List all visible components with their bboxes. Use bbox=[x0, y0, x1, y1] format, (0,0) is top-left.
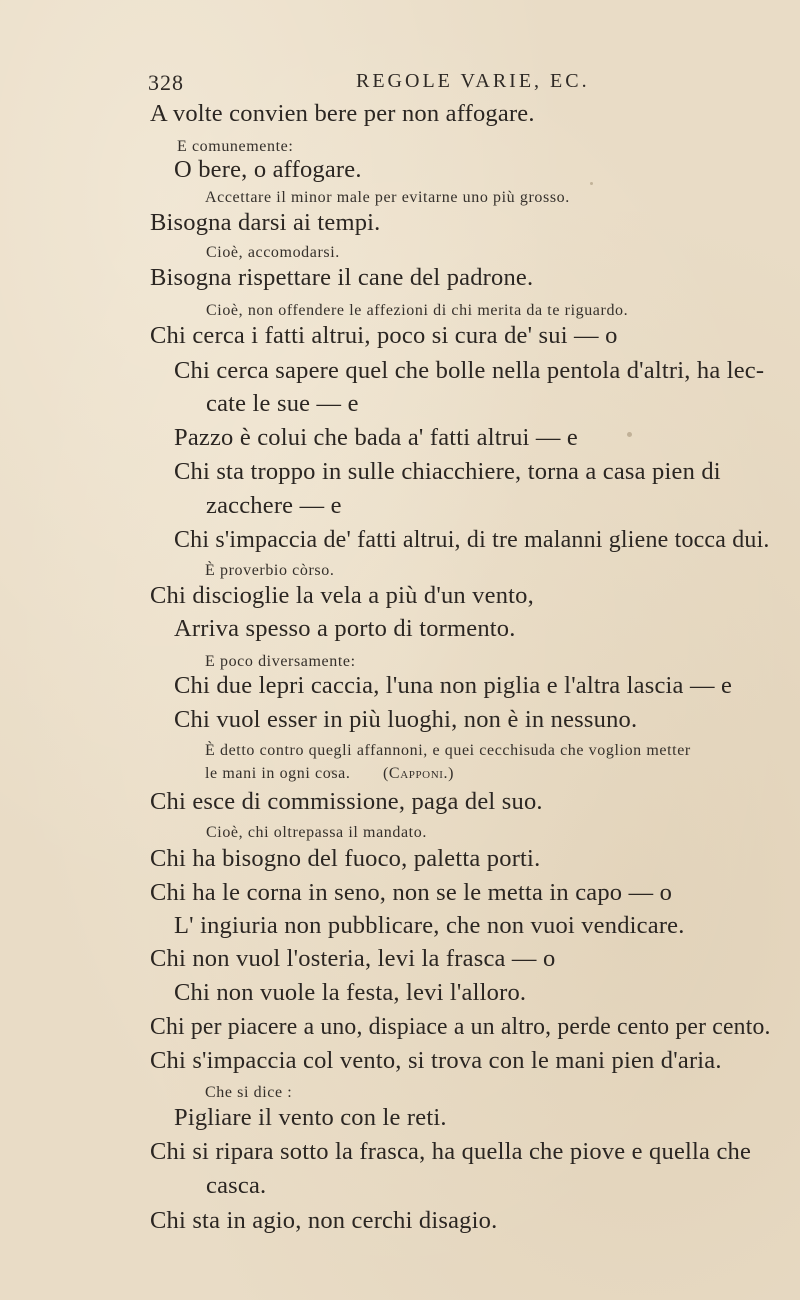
note-line: È detto contro quegli affannoni, e quei cecchisuda che voglion metter bbox=[205, 742, 691, 759]
note-line: Cioè, chi oltrepassa il mandato. bbox=[206, 824, 427, 841]
proverb-line: L' ingiuria non pubblicare, che non vuoi vendicare. bbox=[174, 912, 685, 939]
proverb-line: Chi non vuole la festa, levi l'alloro. bbox=[174, 979, 527, 1006]
proverb-line: casca. bbox=[206, 1172, 267, 1199]
proverb-line: Chi cerca i fatti altrui, poco si cura de' sui — o bbox=[150, 322, 618, 349]
proverb-line: zacchere — e bbox=[206, 492, 342, 519]
proverb-line: Chi discioglie la vela a più d'un vento, bbox=[150, 582, 534, 609]
proverb-line: Chi ha le corna in seno, non se le metta in capo — o bbox=[150, 879, 673, 906]
proverb-line: Chi sta troppo in sulle chiacchiere, torna a casa pien di bbox=[174, 458, 721, 485]
note-line: Cioè, non offendere le affezioni di chi merita da te riguardo. bbox=[206, 302, 629, 319]
note-line: E poco diversamente: bbox=[205, 653, 356, 670]
proverb-line: Chi vuol esser in più luoghi, non è in nessuno. bbox=[174, 706, 638, 733]
note-line: È proverbio còrso. bbox=[205, 562, 335, 579]
paper-speck bbox=[590, 182, 593, 185]
proverb-line: Pigliare il vento con le reti. bbox=[174, 1104, 447, 1131]
note-line: Accettare il minor male per evitarne uno più grosso. bbox=[205, 189, 570, 206]
page-header bbox=[148, 70, 748, 104]
proverb-line: Chi esce di commissione, paga del suo. bbox=[150, 788, 543, 815]
note-line: (Capponi.) bbox=[383, 765, 455, 782]
proverb-line: Pazzo è colui che bada a' fatti altrui — e bbox=[174, 424, 578, 451]
paper-speck bbox=[452, 797, 456, 801]
proverb-line: Arriva spesso a porto di tormento. bbox=[174, 615, 516, 642]
paper-speck bbox=[627, 432, 632, 437]
proverb-line: cate le sue — e bbox=[206, 390, 359, 417]
proverb-line: Chi due lepri caccia, l'una non piglia e l'altra lascia — e bbox=[174, 672, 733, 699]
proverb-line: O bere, o affogare. bbox=[174, 156, 362, 183]
note-line: E comunemente: bbox=[177, 138, 294, 155]
note-line: Cioè, accomodarsi. bbox=[206, 244, 340, 261]
proverb-line: A volte convien bere per non affogare. bbox=[150, 100, 535, 127]
note-line: le mani in ogni cosa. bbox=[205, 765, 351, 782]
page-number: 328 bbox=[148, 70, 184, 95]
proverb-line: Chi s'impaccia de' fatti altrui, di tre malanni gliene tocca dui. bbox=[174, 526, 770, 553]
running-title: REGOLE VARIE, EC. bbox=[356, 70, 590, 92]
proverb-line: Chi non vuol l'osteria, levi la frasca — o bbox=[150, 945, 556, 972]
paper-speck bbox=[330, 770, 333, 773]
proverb-line: Chi per piacere a uno, dispiace a un altro, perde cento per cento. bbox=[150, 1013, 771, 1040]
proverb-line: Chi cerca sapere quel che bolle nella pentola d'altri, ha lec- bbox=[174, 357, 765, 384]
proverb-line: Bisogna rispettare il cane del padrone. bbox=[150, 264, 534, 291]
proverb-line: Chi si ripara sotto la frasca, ha quella che piove e quella che bbox=[150, 1138, 752, 1165]
proverb-line: Chi sta in agio, non cerchi disagio. bbox=[150, 1207, 498, 1234]
proverb-line: Chi ha bisogno del fuoco, paletta porti. bbox=[150, 845, 541, 872]
proverb-line: Chi s'impaccia col vento, si trova con le mani pien d'aria. bbox=[150, 1047, 722, 1074]
note-line: Che si dice : bbox=[205, 1084, 293, 1101]
proverb-line: Bisogna darsi ai tempi. bbox=[150, 209, 381, 236]
